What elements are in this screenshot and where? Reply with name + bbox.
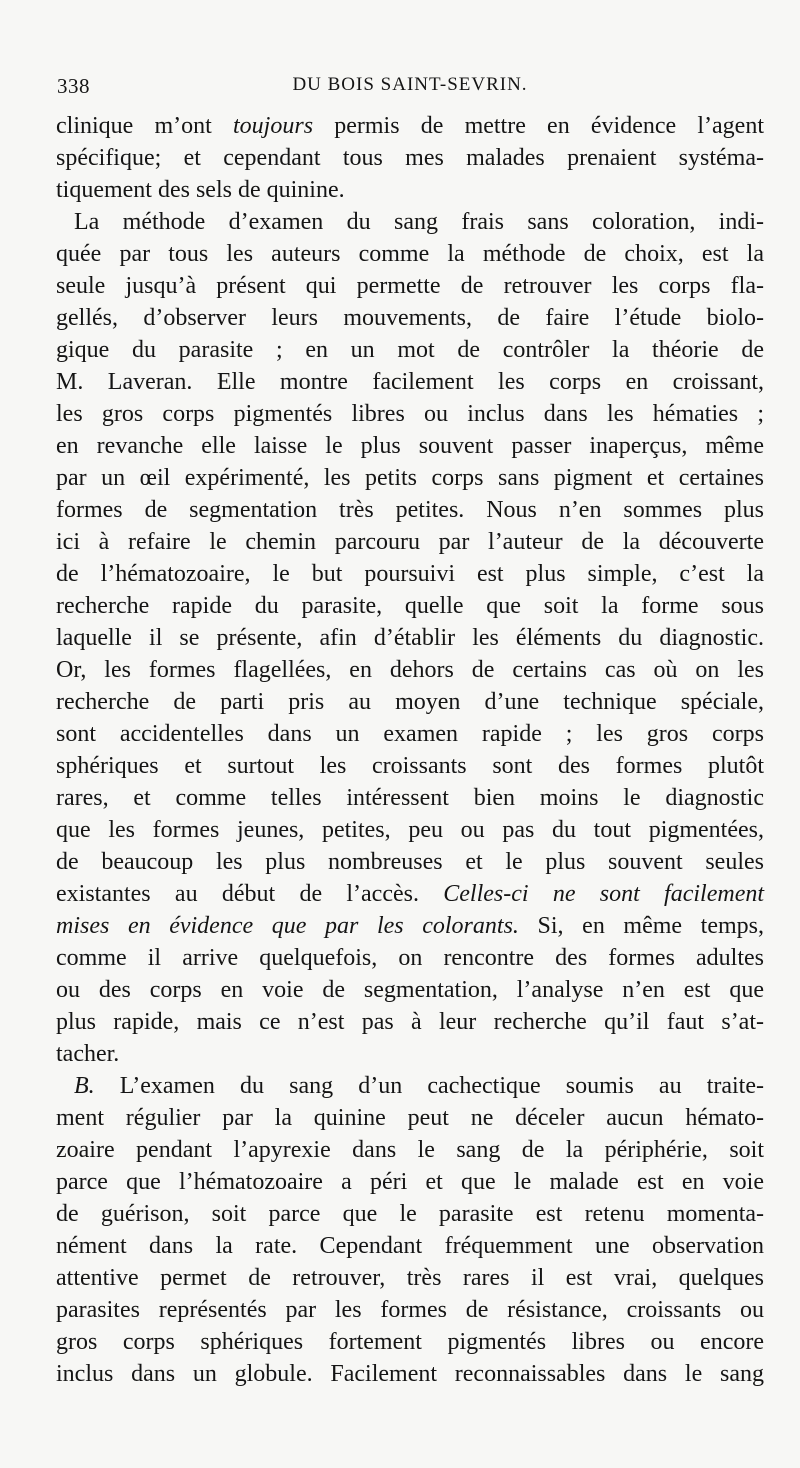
- text-line: sphériques et surtout les croissants sont des formes plutôt: [56, 753, 764, 779]
- text-line: ici à refaire le chemin parcouru par l’auteur de la découverte: [56, 529, 764, 555]
- emphasis: mises en évidence que par les colorants.: [56, 913, 519, 939]
- text-line: seule jusqu’à présent qui permette de retrouver les corps fla-: [56, 273, 764, 299]
- text-line: gellés, d’observer leurs mouvements, de faire l’étude biolo-: [56, 305, 764, 331]
- text-line: gros corps sphériques fortement pigmentés libres ou encore: [56, 1329, 764, 1355]
- running-head: DU BOIS SAINT-SEVRIN.: [292, 74, 528, 95]
- emphasis: toujours: [233, 113, 314, 139]
- page-header: [57, 74, 763, 102]
- text-line: La méthode d’examen du sang frais sans coloration, indi-: [74, 209, 764, 235]
- text-line: existantes au début de l’accès. Celles-ci ne sont facilement: [56, 881, 765, 907]
- text-line: spécifique; et cependant tous mes malades prenaient systéma-: [56, 145, 764, 171]
- text-line: rares, et comme telles intéressent bien moins le diagnostic: [56, 785, 764, 811]
- text-line: mises en évidence que par les colorants. Si, en même temps,: [56, 913, 765, 939]
- text-line: ment régulier par la quinine peut ne déceler aucun hémato-: [56, 1105, 764, 1131]
- text-line: que les formes jeunes, petites, peu ou pas du tout pigmentées,: [56, 817, 764, 843]
- text-line: les gros corps pigmentés libres ou inclus dans les hématies ;: [56, 401, 764, 427]
- text-line: en revanche elle laisse le plus souvent passer inaperçus, même: [56, 433, 764, 459]
- emphasis: B.: [74, 1073, 95, 1099]
- text-line: nément dans la rate. Cependant fréquemment une observation: [56, 1233, 764, 1259]
- text-line: de guérison, soit parce que le parasite est retenu momenta-: [56, 1201, 764, 1227]
- text-line: parasites représentés par les formes de résistance, croissants ou: [56, 1297, 764, 1323]
- text-line: de beaucoup les plus nombreuses et le plus souvent seules: [56, 849, 764, 875]
- text-line: de l’hématozoaire, le but poursuivi est plus simple, c’est la: [56, 561, 764, 587]
- text-line: recherche rapide du parasite, quelle que soit la forme sous: [56, 593, 764, 619]
- text-line: quée par tous les auteurs comme la méthode de choix, est la: [56, 241, 764, 267]
- text-line: par un œil expérimenté, les petits corps sans pigment et certaines: [56, 465, 764, 491]
- emphasis: Celles-ci ne sont facilement: [443, 881, 765, 907]
- text-line: inclus dans un globule. Facilement reconnaissables dans le sang: [56, 1361, 764, 1387]
- text-line: clinique m’ont toujours permis de mettre en évidence l’agent: [56, 113, 764, 139]
- text-line: attentive permet de retrouver, très rares il est vrai, quelques: [56, 1265, 764, 1291]
- text-line: parce que l’hématozoaire a péri et que le malade est en voie: [56, 1169, 764, 1195]
- page-number: 338: [57, 74, 90, 98]
- text-line: plus rapide, mais ce n’est pas à leur recherche qu’il faut s’at-: [56, 1009, 764, 1035]
- text-line: tiquement des sels de quinine.: [56, 177, 345, 203]
- text-line: zoaire pendant l’apyrexie dans le sang de la périphérie, soit: [56, 1137, 764, 1163]
- text-line: recherche de parti pris au moyen d’une technique spéciale,: [56, 689, 764, 715]
- text-line: comme il arrive quelquefois, on rencontre des formes adultes: [56, 945, 764, 971]
- text-line: B. L’examen du sang d’un cachectique soumis au traite-: [74, 1073, 764, 1099]
- text-line: M. Laveran. Elle montre facilement les corps en croissant,: [56, 369, 764, 395]
- text-line: gique du parasite ; en un mot de contrôler la théorie de: [56, 337, 764, 363]
- text-line: tacher.: [56, 1041, 120, 1067]
- text-line: Or, les formes flagellées, en dehors de certains cas où on les: [56, 657, 764, 683]
- text-line: ou des corps en voie de segmentation, l’analyse n’en est que: [56, 977, 764, 1003]
- text-line: sont accidentelles dans un examen rapide ; les gros corps: [56, 721, 764, 747]
- text-line: laquelle il se présente, afin d’établir les éléments du diagnostic.: [56, 625, 764, 651]
- text-line: formes de segmentation très petites. Nous n’en sommes plus: [56, 497, 764, 523]
